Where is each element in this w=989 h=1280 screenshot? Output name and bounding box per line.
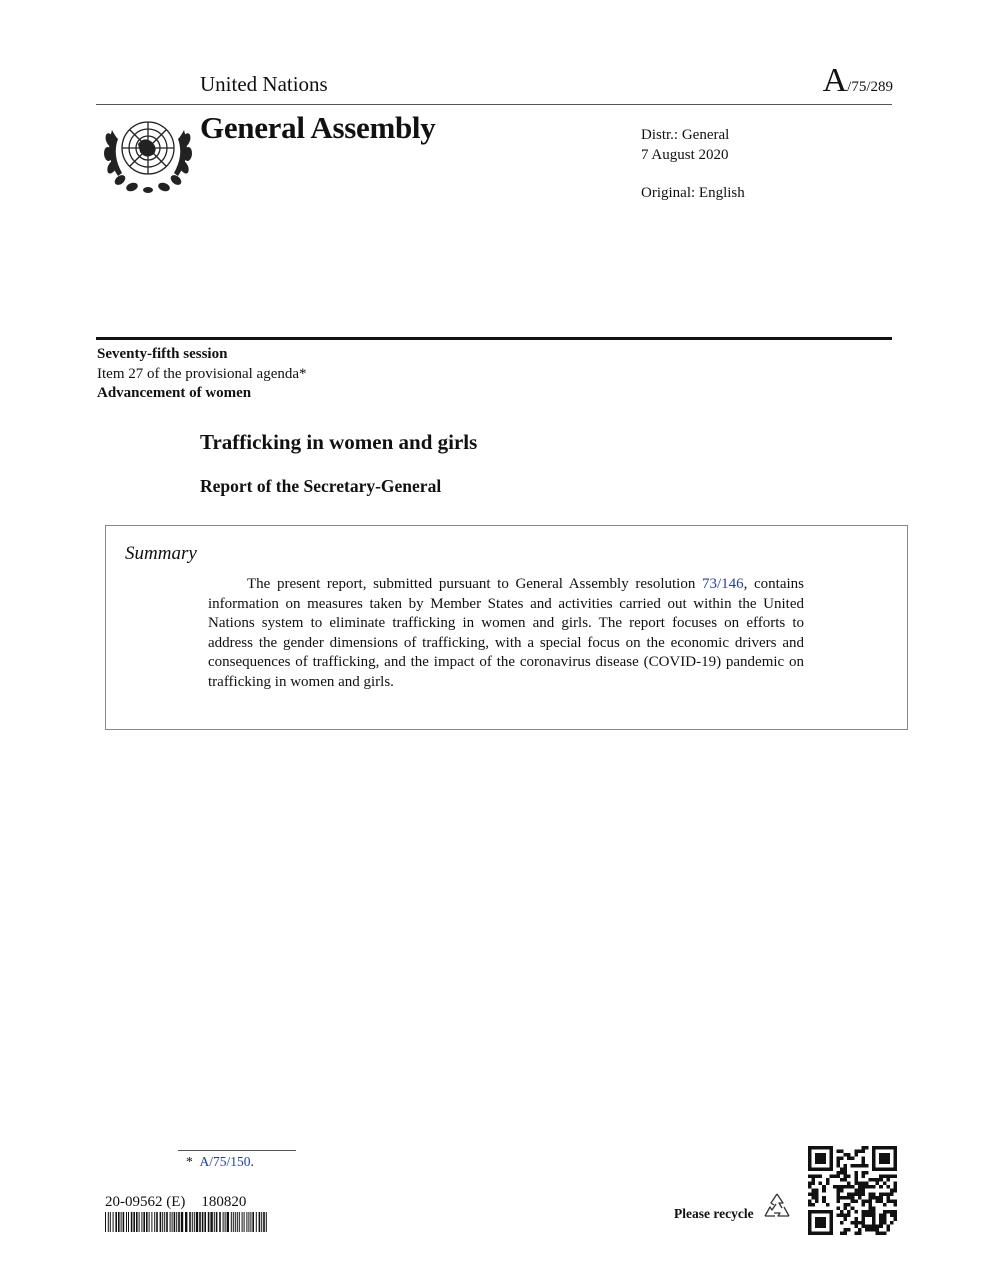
distribution-block [641, 126, 745, 204]
distr-status: Distr.: General [641, 127, 730, 143]
recycle-icon [760, 1190, 794, 1224]
barcode [105, 1212, 269, 1232]
summary-paragraph [208, 575, 804, 692]
footnote-rule [178, 1150, 296, 1151]
recycle-label: Please recycle [674, 1206, 754, 1221]
header-rule [96, 104, 892, 105]
summary-heading: Summary [125, 543, 197, 564]
report-subtitle: Report of the Secretary-General [200, 476, 442, 496]
document-number [105, 1194, 246, 1211]
organ-title: General Assembly [200, 110, 436, 145]
distr-original: Original: English [641, 185, 745, 201]
summary-text-start: The present report, submitted pursuant to General Assembly resolution [247, 576, 702, 592]
footnote-marker: * [186, 1154, 193, 1169]
footnote-link[interactable]: A/75/150 [199, 1154, 251, 1169]
resolution-link[interactable]: 73/146 [701, 576, 744, 592]
symbol-letter: A [822, 62, 848, 99]
report-title: Trafficking in women and girls [200, 430, 478, 454]
session-name: Seventy-fifth session [97, 346, 228, 362]
doc-job-number: 20-09562 (E) [105, 1194, 186, 1210]
agenda-item: Item 27 of the provisional agenda* [97, 365, 307, 382]
doc-date: 180820 [201, 1194, 247, 1210]
session-block [97, 345, 307, 404]
footnote-suffix: . [250, 1154, 254, 1169]
distr-date: 7 August 2020 [641, 146, 729, 163]
document-symbol [823, 62, 893, 100]
org-name: United Nations [200, 72, 328, 96]
un-emblem-icon [100, 110, 196, 196]
summary-text-end: , contains information on measures taken by Member States and activities carried out within the United Nations system to eliminate trafficking in women and girls. The report focuses on efforts to address the gender dimensions of trafficking, with a special focus on the economic drivers and consequences of trafficking, and the impact of the coronavirus disease (COVID-19) pandemic on trafficking in women and girls. [208, 576, 804, 690]
agenda-topic: Advancement of women [97, 385, 252, 401]
footnote [186, 1154, 254, 1170]
session-rule [96, 337, 892, 340]
symbol-number: /75/289 [847, 79, 893, 95]
qr-code [808, 1146, 897, 1235]
